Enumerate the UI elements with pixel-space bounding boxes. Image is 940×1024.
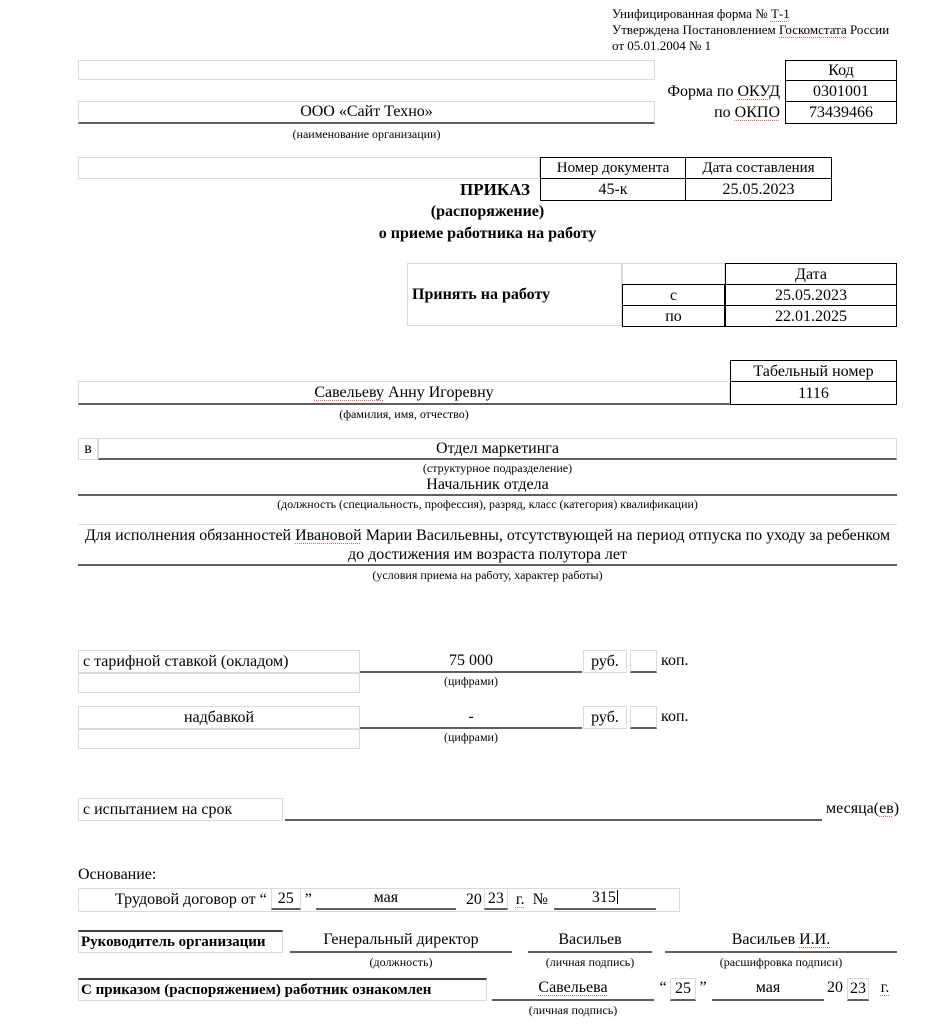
employee-caption: (фамилия, имя, отчество) bbox=[339, 407, 469, 421]
hire-from-date[interactable]: 25.05.2023 bbox=[725, 284, 897, 306]
order-title: ПРИКАЗ bbox=[460, 180, 530, 199]
form-note bbox=[612, 6, 932, 54]
open-quote: “ bbox=[259, 891, 267, 908]
hire-to-date[interactable]: 22.01.2025 bbox=[725, 305, 897, 327]
form-number-t1: Т-1 bbox=[770, 6, 790, 21]
order-subtitle1: (распоряжение) bbox=[430, 203, 545, 220]
okpo-label-text: по bbox=[714, 104, 735, 121]
goskomstat-word: Госкомстата bbox=[779, 22, 847, 37]
okud-label-text: Форма по bbox=[667, 83, 738, 100]
form-note-line3: от 05.01.2004 № 1 bbox=[612, 38, 712, 53]
acknowledgment-month-field[interactable]: мая bbox=[712, 978, 824, 1001]
doc-date-value[interactable]: 25.05.2023 bbox=[685, 178, 832, 201]
position-caption: (должность (специальность, профессия), разряд, класс (категория) квалификации) bbox=[277, 497, 698, 511]
conditions-text: Для исполнения обязанностей bbox=[84, 527, 296, 544]
basis-year-prefix: 20 bbox=[465, 891, 482, 908]
tab-number-header: Табельный номер bbox=[730, 360, 897, 382]
text-cursor bbox=[617, 890, 618, 904]
allowance-rub-label: руб. bbox=[583, 706, 627, 729]
form-note-text: Утверждена Постановлением bbox=[612, 22, 779, 37]
basis-row bbox=[78, 888, 680, 912]
acknowledgment-signature-field[interactable] bbox=[492, 978, 654, 1001]
director-name-prefix: Васильев bbox=[731, 931, 800, 948]
okud-word: ОКУД bbox=[737, 83, 780, 100]
director-signature-caption: (личная подпись) bbox=[545, 955, 635, 969]
allowance-caption: (цифрами) bbox=[444, 730, 498, 744]
basis-year-field[interactable]: 23 bbox=[484, 888, 508, 910]
doc-date-header: Дата составления bbox=[685, 157, 832, 179]
salary-label-cell: с тарифной ставкой (окладом) bbox=[78, 650, 360, 673]
basis-month-field[interactable]: мая bbox=[316, 888, 456, 910]
org-caption: (наименование организации) bbox=[292, 127, 441, 141]
allowance-amount-field[interactable]: - bbox=[360, 706, 582, 729]
director-name-caption: (расшифровка подписи) bbox=[719, 955, 843, 969]
salary-kop-label: коп. bbox=[661, 652, 689, 669]
allowance-kop-field[interactable] bbox=[630, 706, 657, 729]
salary-caption: (цифрами) bbox=[444, 674, 498, 688]
conditions-caption: (условия приема на работу, характер работы) bbox=[372, 568, 603, 582]
basis-number-field[interactable] bbox=[554, 888, 656, 910]
allowance-kop-label: коп. bbox=[661, 708, 689, 725]
months-ev: ев bbox=[879, 800, 894, 817]
g-word: г. bbox=[880, 979, 890, 996]
salary-amount-field[interactable]: 75 000 bbox=[360, 650, 582, 673]
number-sign: № bbox=[532, 891, 548, 908]
form-note-text: России bbox=[846, 22, 890, 37]
employee-surname: Савельеву bbox=[314, 384, 385, 401]
hire-to-label: по bbox=[622, 305, 725, 327]
director-signature-field[interactable]: Васильев bbox=[528, 930, 652, 953]
okpo-word: ОКПО bbox=[734, 104, 780, 121]
hire-from-label: с bbox=[622, 284, 725, 306]
okpo-value-cell[interactable]: 73439466 bbox=[785, 101, 897, 124]
code-header-cell: Код bbox=[785, 60, 897, 81]
director-position-field[interactable]: Генеральный директор bbox=[290, 930, 512, 953]
okud-label bbox=[540, 82, 780, 102]
director-name-field[interactable] bbox=[665, 930, 897, 953]
conditions-line1[interactable] bbox=[78, 524, 897, 545]
salary-kop-field[interactable] bbox=[630, 650, 657, 673]
basis-label: Основание: bbox=[78, 866, 157, 883]
close-quote: ” bbox=[699, 979, 707, 996]
employee-name-field[interactable] bbox=[78, 381, 730, 405]
in-label-cell: в bbox=[78, 438, 98, 460]
probation-months-label bbox=[826, 798, 900, 821]
acknowledgment-day-field[interactable]: 25 bbox=[670, 978, 696, 1001]
basis-number-value: 315 bbox=[591, 889, 616, 906]
months-text: месяца( bbox=[826, 800, 880, 817]
employee-rest-name: Анну Игоревну bbox=[384, 384, 494, 401]
conditions-text: Марии Васильевны, отсутствующей на период отпуска по уходу за ребенком bbox=[361, 527, 891, 544]
basis-day-field[interactable]: 25 bbox=[271, 888, 301, 910]
acknowledgment-signature-caption: (личная подпись) bbox=[528, 1003, 618, 1017]
department-caption: (структурное подразделение) bbox=[422, 461, 573, 475]
hire-label-cell bbox=[407, 263, 622, 326]
position-field[interactable]: Начальник отдела bbox=[78, 475, 897, 496]
conditions-line2[interactable]: до достижения им возраста полутора лет bbox=[78, 545, 897, 566]
form-note-line1 bbox=[612, 6, 932, 22]
form-note-line2 bbox=[612, 22, 932, 38]
empty-order-cell bbox=[78, 157, 540, 179]
okud-value-cell[interactable]: 0301001 bbox=[785, 80, 897, 102]
doc-number-value[interactable]: 45-к bbox=[540, 178, 686, 201]
allowance-empty-cell bbox=[78, 729, 360, 749]
director-label-cell: Руководитель организации bbox=[78, 930, 283, 953]
director-position-caption: (должность) bbox=[369, 955, 433, 969]
doc-number-header: Номер документа bbox=[540, 157, 686, 179]
hire-label: Принять на работу bbox=[412, 285, 551, 303]
department-field[interactable]: Отдел маркетинга bbox=[98, 438, 897, 460]
open-quote: “ bbox=[659, 979, 667, 996]
basis-year-suffix: г. bbox=[515, 891, 525, 908]
org-name-field[interactable]: ООО «Сайт Техно» bbox=[78, 101, 655, 124]
tab-number-value[interactable]: 1116 bbox=[730, 381, 897, 405]
form-note-text: Унифицированная форма № bbox=[612, 6, 771, 21]
director-initials: И.И. bbox=[799, 931, 831, 948]
okpo-label bbox=[640, 103, 780, 123]
basis-contract-text: Трудовой договор от bbox=[115, 891, 256, 908]
acknowledgment-label-cell: С приказом (распоряжением) работник ознакомлен bbox=[78, 978, 487, 1001]
hire-empty-cell bbox=[622, 263, 725, 285]
order-subtitle2: о приеме работника на работу bbox=[378, 225, 597, 242]
probation-label-cell: с испытанием на срок bbox=[78, 798, 283, 821]
allowance-label-cell: надбавкой bbox=[78, 706, 360, 729]
empty-top-cell bbox=[78, 60, 655, 80]
salary-rub-label: руб. bbox=[583, 650, 627, 673]
acknowledgment-signature: Савельева bbox=[538, 979, 608, 996]
probation-field[interactable] bbox=[285, 798, 822, 821]
acknowledgment-year-suffix bbox=[873, 978, 897, 1001]
acknowledgment-year-prefix: 20 bbox=[827, 979, 843, 996]
hire-date-header: Дата bbox=[725, 263, 897, 285]
conditions-surname: Ивановой bbox=[295, 527, 362, 544]
acknowledgment-year-field[interactable]: 23 bbox=[847, 978, 869, 1001]
salary-empty-cell bbox=[78, 673, 360, 693]
months-text: ) bbox=[893, 800, 900, 817]
close-quote: ” bbox=[304, 891, 312, 908]
